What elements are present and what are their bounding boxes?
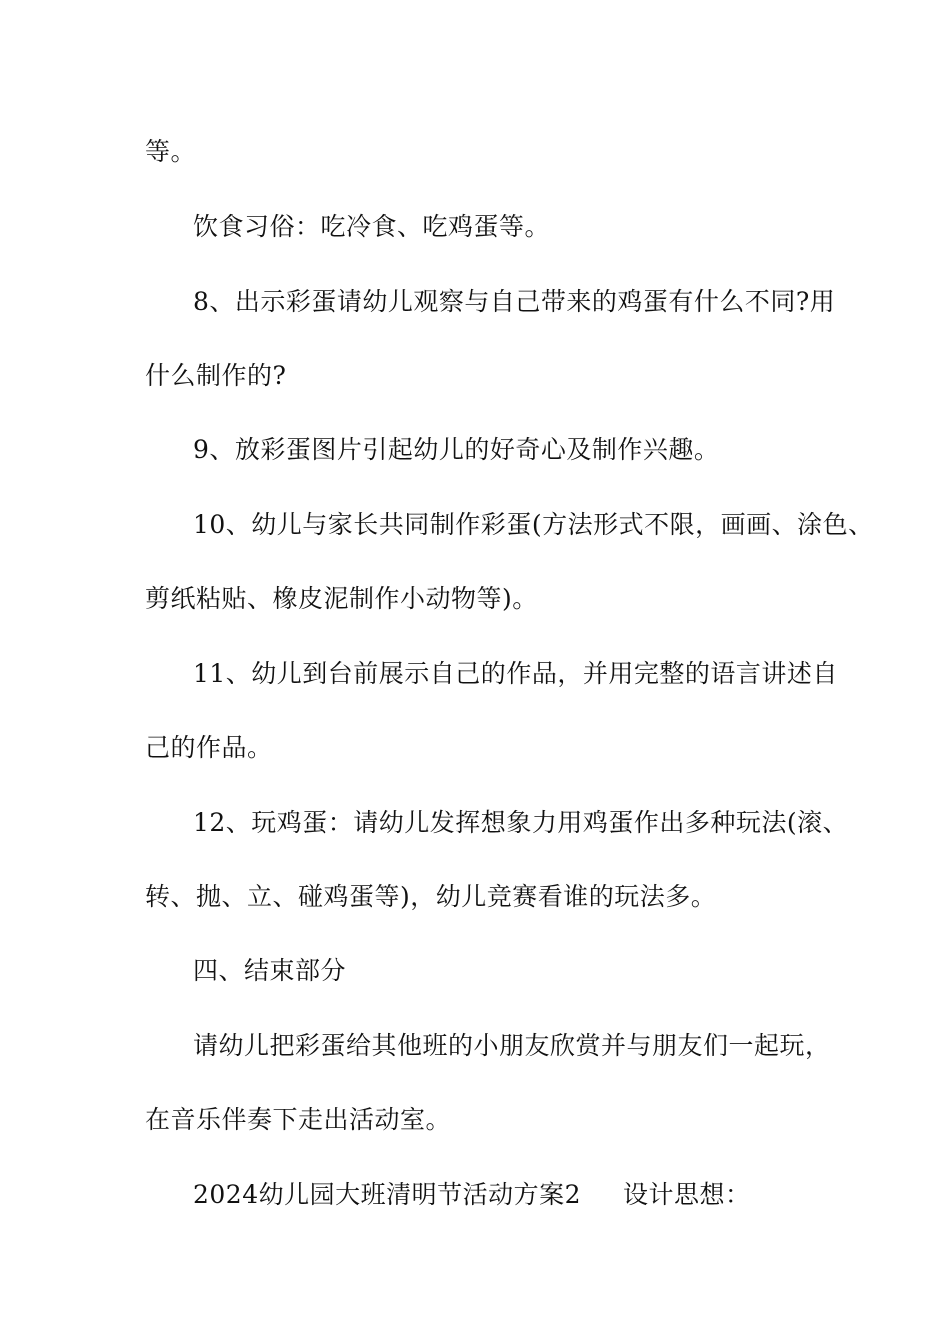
paragraph-line: 饮食习俗：吃冷食、吃鸡蛋等。 (193, 212, 551, 241)
paragraph-line: 10、幼儿与家长共同制作彩蛋(方法形式不限，画画、涂色、 (193, 510, 874, 539)
paragraph-line: 12、玩鸡蛋：请幼儿发挥想象力用鸡蛋作出多种玩法(滚、 (193, 808, 849, 837)
paragraph-line: 等。 (145, 137, 197, 166)
section-heading: 四、结束部分 (193, 956, 347, 985)
paragraph-line: 8、出示彩蛋请幼儿观察与自己带来的鸡蛋有什么不同?用 (193, 287, 836, 316)
paragraph-line: 什么制作的? (145, 361, 287, 390)
paragraph-line: 请幼儿把彩蛋给其他班的小朋友欣赏并与朋友们一起玩， (193, 1031, 831, 1060)
paragraph-line: 剪纸粘贴、橡皮泥制作小动物等)。 (145, 584, 538, 613)
section-label: 设计思想： (623, 1180, 751, 1209)
paragraph-line: 转、抛、立、碰鸡蛋等)，幼儿竞赛看谁的玩法多。 (145, 882, 717, 911)
paragraph-line: 在音乐伴奏下走出活动室。 (145, 1105, 452, 1134)
paragraph-line: 9、放彩蛋图片引起幼儿的好奇心及制作兴趣。 (193, 435, 720, 464)
document-title: 2024幼儿园大班清明节活动方案2 (193, 1180, 582, 1209)
paragraph-line: 11、幼儿到台前展示自己的作品，并用完整的语言讲述自 (193, 659, 838, 688)
paragraph-line: 己的作品。 (145, 733, 273, 762)
document-title-line (193, 1180, 751, 1210)
